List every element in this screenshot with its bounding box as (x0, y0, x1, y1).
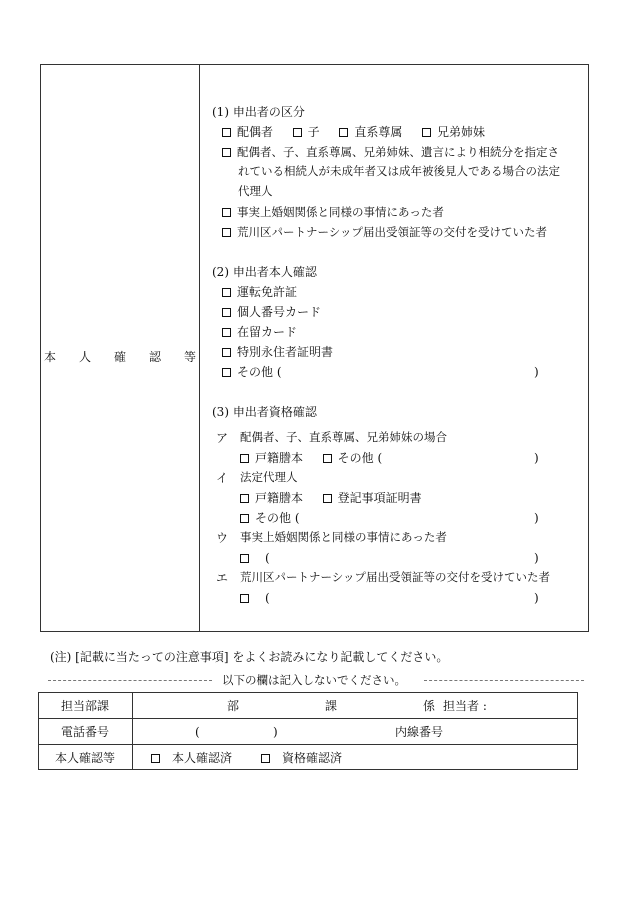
de-facto-marriage-checkbox[interactable] (222, 208, 231, 217)
label-char: 等 (183, 350, 196, 364)
extension-number-label: 内線番号 (395, 725, 444, 739)
qualification-verified-checkbox[interactable] (261, 754, 270, 763)
e-close-paren: ) (534, 591, 539, 605)
department-label: 担当部課 (61, 699, 110, 713)
label-char: 本 (44, 350, 57, 364)
office-use-separator-text: 以下の欄は記入しないでください。 (222, 673, 406, 687)
lineal-ascendant-checkbox[interactable] (339, 128, 348, 137)
legal-representative-line-3: 代理人 (238, 184, 273, 198)
e-open-paren: ( (265, 591, 270, 605)
column-divider (199, 64, 200, 632)
child-checkbox[interactable] (293, 128, 302, 137)
staff-in-charge-label: 担当者 : (443, 699, 487, 713)
instruction-note: (注) [記載に当たっての注意事項] をよくお読みになり記載してください。 (50, 650, 449, 664)
spouse-label: 配偶者 (237, 125, 274, 139)
department-ka: 課 (325, 699, 338, 713)
partnership-label: 荒川区パートナーシップ届出受領証等の交付を受けていた者 (237, 225, 548, 239)
id-other-label: その他 ( (237, 365, 282, 379)
label-char: 認 (148, 350, 161, 364)
a-other-checkbox[interactable] (323, 454, 332, 463)
spouse-checkbox[interactable] (222, 128, 231, 137)
qualification-u-marker: ウ (216, 531, 229, 545)
table-column-divider (132, 693, 133, 769)
legal-representative-line-1: 配偶者、子、直系尊属、兄弟姉妹、遺言により相続分を指定さ (237, 145, 559, 159)
residence-card-checkbox[interactable] (222, 328, 231, 337)
department-bu: 部 (227, 699, 240, 713)
table-row-divider (39, 718, 577, 719)
lineal-ascendant-label: 直系尊属 (354, 125, 403, 139)
qualification-i-options (240, 492, 422, 504)
id-option-other (222, 366, 282, 378)
u-close-paren: ) (534, 551, 539, 565)
qualification-a-marker: ア (216, 431, 229, 445)
i-family-register-label: 戸籍謄本 (255, 491, 304, 505)
qualification-u-option (240, 552, 270, 564)
phone-open-paren: ( (195, 725, 200, 739)
qualification-verified-label: 資格確認済 (282, 751, 343, 765)
partnership-checkbox[interactable] (222, 228, 231, 237)
drivers-license-checkbox[interactable] (222, 288, 231, 297)
identity-check-label: 本人確認等 (55, 751, 116, 765)
sibling-label: 兄弟姉妹 (437, 125, 486, 139)
separator-dash-right (424, 680, 584, 681)
section-3-title: (3) 申出者資格確認 (212, 405, 317, 419)
i-registry-certificate-checkbox[interactable] (323, 494, 332, 503)
i-registry-certificate-label: 登記事項証明書 (337, 491, 422, 505)
a-other-close-paren: ) (534, 451, 539, 465)
row-label-identity-confirmation (44, 348, 196, 365)
id-option-my-number-card (222, 306, 321, 318)
i-other-checkbox[interactable] (240, 514, 249, 523)
qualification-e-marker: エ (216, 571, 229, 585)
section-2-title: (2) 申出者本人確認 (212, 265, 317, 279)
special-permanent-resident-label: 特別永住者証明書 (237, 345, 334, 359)
qualification-a-options (240, 452, 382, 464)
identity-verified-label: 本人確認済 (172, 751, 233, 765)
u-checkbox[interactable] (240, 554, 249, 563)
de-facto-marriage-label: 事実上婚姻関係と同様の事情にあった者 (237, 205, 444, 219)
u-open-paren: ( (265, 551, 270, 565)
qualification-a-text: 配偶者、子、直系尊属、兄弟姉妹の場合 (240, 430, 447, 444)
qualification-i-marker: イ (216, 471, 229, 485)
child-label: 子 (307, 125, 320, 139)
phone-close-paren: ) (273, 725, 278, 739)
drivers-license-label: 運転免許証 (237, 285, 298, 299)
i-family-register-checkbox[interactable] (240, 494, 249, 503)
qualification-verified-option (261, 752, 342, 764)
a-family-register-checkbox[interactable] (240, 454, 249, 463)
special-permanent-resident-checkbox[interactable] (222, 348, 231, 357)
identity-verified-checkbox[interactable] (151, 754, 160, 763)
sibling-checkbox[interactable] (422, 128, 431, 137)
office-use-table (38, 692, 578, 770)
a-other-label: その他 ( (337, 451, 383, 465)
phone-number-label: 電話番号 (61, 725, 110, 739)
identity-verified-option (151, 752, 232, 764)
legal-representative-checkbox[interactable] (222, 148, 231, 157)
id-option-drivers-license (222, 286, 297, 298)
e-checkbox[interactable] (240, 594, 249, 603)
separator-dash-left (48, 680, 212, 681)
i-other-label: その他 ( (255, 511, 300, 525)
qualification-i-other (240, 512, 300, 524)
de-facto-marriage-option (222, 206, 444, 219)
residence-card-label: 在留カード (237, 325, 298, 339)
applicant-category-row-1 (222, 126, 485, 138)
label-char: 確 (113, 350, 126, 364)
a-family-register-label: 戸籍謄本 (255, 451, 304, 465)
id-option-special-permanent-resident (222, 346, 333, 358)
id-option-residence-card (222, 326, 297, 338)
legal-representative-option (222, 146, 559, 159)
qualification-u-text: 事実上婚姻関係と同様の事情にあった者 (240, 530, 447, 544)
label-char: 人 (78, 350, 91, 364)
i-other-close-paren: ) (534, 511, 539, 525)
partnership-option (222, 226, 547, 239)
my-number-card-checkbox[interactable] (222, 308, 231, 317)
qualification-e-text: 荒川区パートナーシップ届出受領証等の交付を受けていた者 (240, 570, 551, 584)
id-other-checkbox[interactable] (222, 368, 231, 377)
id-other-close-paren: ) (534, 365, 539, 379)
legal-representative-line-2: れている相続人が未成年者又は成年被後見人である場合の法定 (238, 164, 560, 178)
my-number-card-label: 個人番号カード (237, 305, 322, 319)
table-row-divider (39, 744, 577, 745)
department-kakari: 係 (423, 699, 436, 713)
section-1-title: (1) 申出者の区分 (212, 105, 305, 119)
qualification-e-option (240, 592, 270, 604)
qualification-i-text: 法定代理人 (240, 470, 298, 484)
